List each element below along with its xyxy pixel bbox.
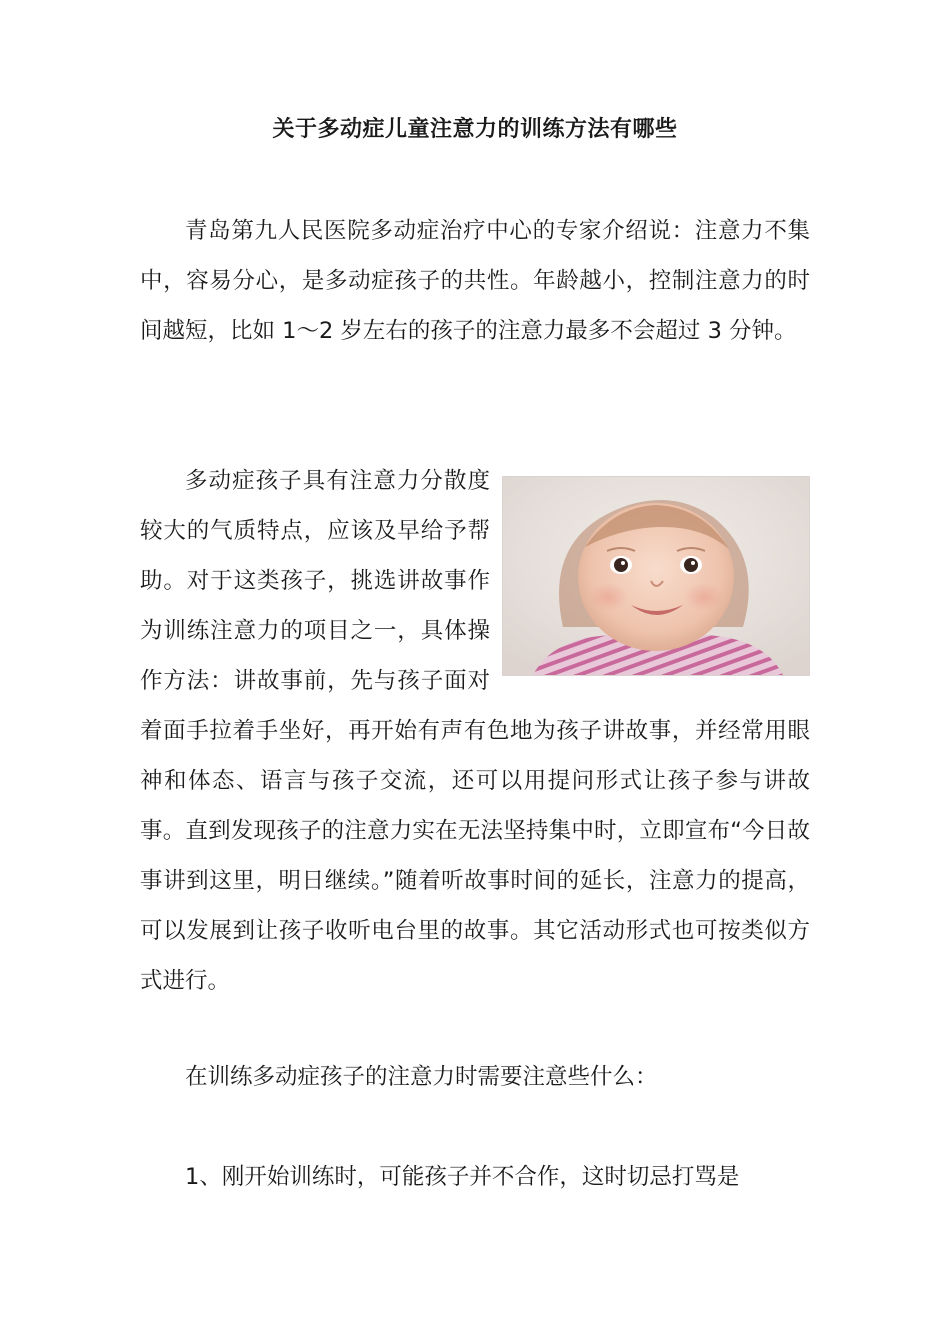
paragraph-attention-notes: 在训练多动症孩子的注意力时需要注意些什么： xyxy=(185,1064,658,1090)
paragraph-storytelling-text: 多动症孩子具有注意力分散度较大的气质特点，应该及早给予帮助。对于这类孩子，挑选讲故事作为训练注意力的项目之一，具体操作方法：讲故事前，先与孩子面对着面手拉着手坐好，再开始有声有色地为孩子讲故事，并经常用眼神和体态、语言与孩子交流，还可以用提问形式让孩子参与讲故事。直到发现孩子的注意力实在无法坚持集中时，立即宣布“今日故事讲到这里，明日继续。”随着听故事时间的延长，注意力的提高，可以发展到让孩子收听电台里的故事。其它活动形式也可按类似方式进行。 xyxy=(140,468,810,994)
paragraph-storytelling xyxy=(140,456,810,1006)
paragraph-point-1: 1、刚开始训练时，可能孩子并不合作，这时切忌打骂是 xyxy=(185,1164,740,1190)
paragraph-intro: 青岛第九人民医院多动症治疗中心的专家介绍说：注意力不集中，容易分心，是多动症孩子的共性。年龄越小，控制注意力的时间越短，比如 1～2 岁左右的孩子的注意力最多不会超过 3 分钟。 xyxy=(140,218,810,344)
child-photo xyxy=(502,476,810,676)
document-title: 关于多动症儿童注意力的训练方法有哪些 xyxy=(272,117,678,142)
